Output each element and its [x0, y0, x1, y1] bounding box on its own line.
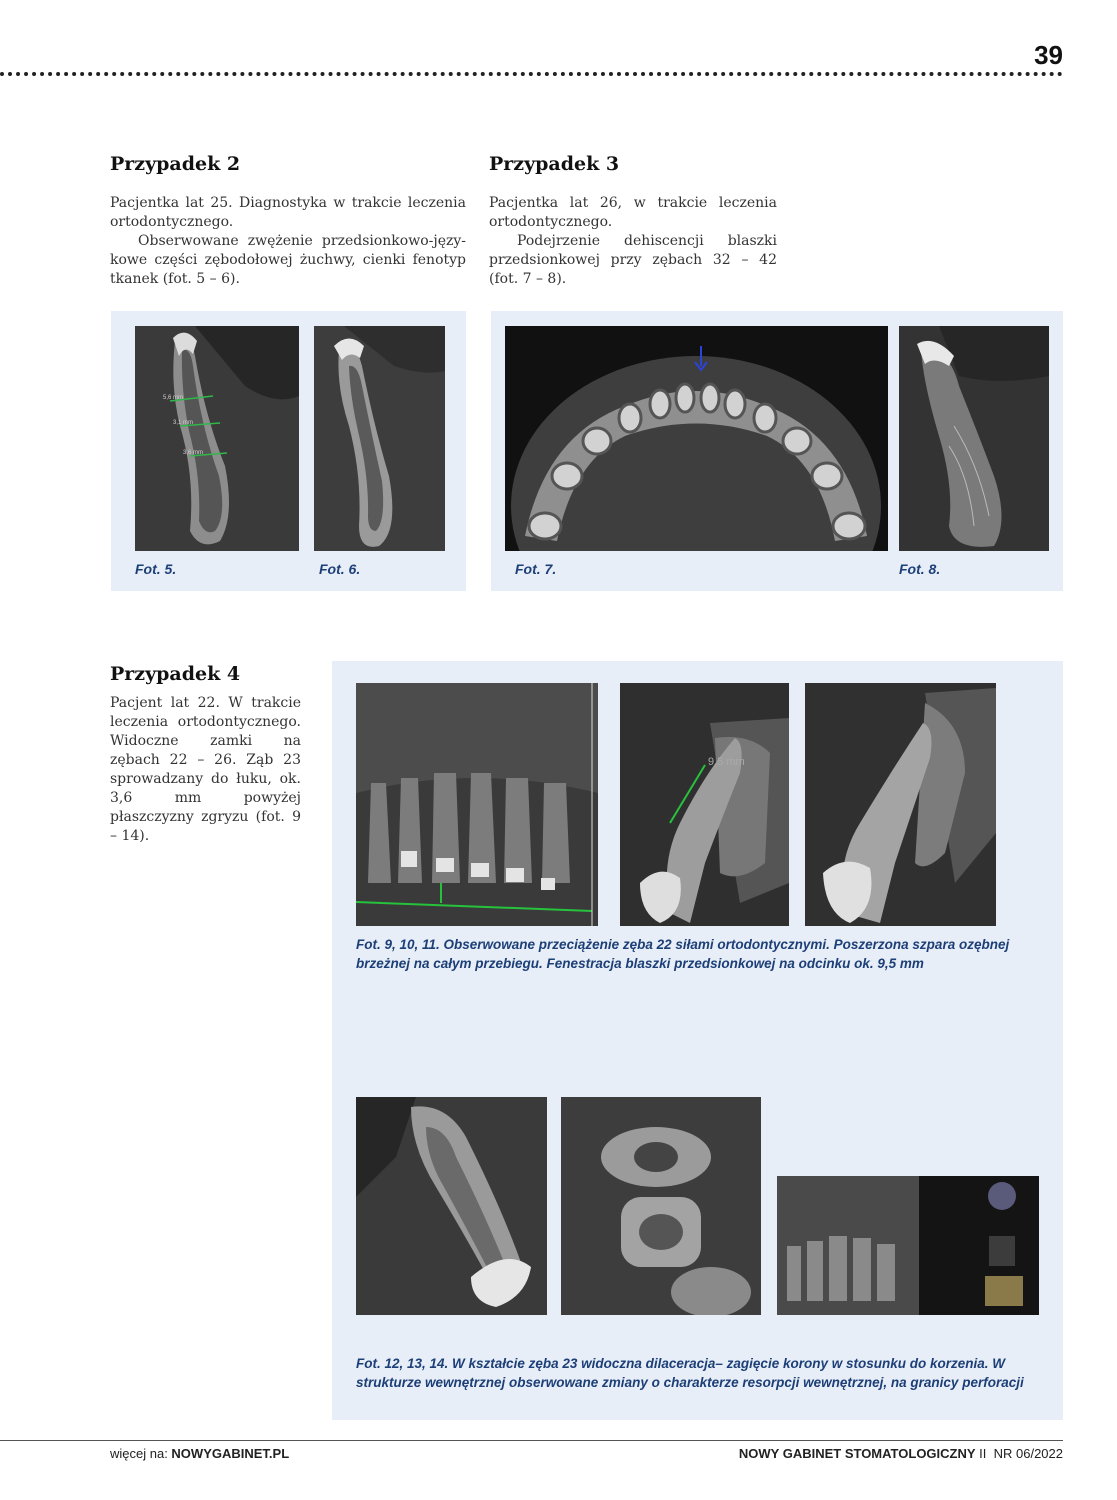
- fot5-measurement-label: 3,6 mm: [183, 450, 204, 456]
- footer-journal-name: NOWY GABINET STOMATOLOGICZNY: [738, 1446, 976, 1461]
- fot6-label: Fot. 6.: [319, 561, 361, 577]
- fot13-cbct-image: [561, 1097, 761, 1315]
- footer-rule: [0, 1440, 1063, 1441]
- fot11-cbct-image: [805, 683, 996, 926]
- case4-text: Pacjent lat 22. W trakcie leczenia ortodontycznego. Widoczne zamki na zębach 22 – 26. Ząb 23 sprowadzany do łuku, ok. 3,6 mm powyżej płaszczyzny zgryzu (fot. 9 – 14).: [110, 695, 301, 844]
- fot10-cbct-image: [620, 683, 789, 926]
- fot8-cbct-image: [899, 326, 1049, 551]
- case2-para2: Obserwowane zwężenie przedsionkowo-językowe części zębodołowej żuchwy, cienki fenotyp tkanek (fot. 5 – 6).: [110, 233, 466, 287]
- fot9-panoramic-image: [356, 683, 598, 926]
- fot7-label: Fot. 7.: [515, 561, 557, 577]
- fot5-measurement-label: 5,6 mm: [163, 395, 184, 401]
- fot6-cbct-image: [314, 326, 445, 551]
- case3-para1: Pacjentka lat 26, w trakcie leczenia ortodontycznego.: [489, 195, 777, 230]
- footer-website-prefix: więcej na:: [110, 1446, 172, 1461]
- case4-caption-a: Fot. 9, 10, 11. Obserwowane przeciążenie zęba 22 siłami ortodontycznymi. Poszerzona szpara ozębnej brzeżnej na całym przebiegu. Fenestracja blaszki przedsionkowej na odcinku ok. 9,5 mm: [356, 937, 1010, 971]
- case2-para1: Pacjentka lat 25. Diagnostyka w trakcie leczenia ortodontycznego.: [110, 195, 466, 230]
- fot5-measurement-label: 3,1 mm: [173, 420, 194, 426]
- fot10-measurement: 9,5 mm: [708, 756, 745, 768]
- page-number: 39: [1034, 40, 1063, 70]
- fot7-axial-cbct-image: [505, 326, 888, 551]
- fot5-cbct-image: [135, 326, 299, 551]
- case4-title: Przypadek 4: [110, 663, 241, 685]
- footer-website-link[interactable]: NOWYGABINET.PL: [171, 1446, 290, 1461]
- case4-caption-b: Fot. 12, 13, 14. W kształcie zęba 23 widoczna dilaceracja– zagięcie korony w stosunku do korzenia. W strukturze wewnętrznej obserwowane zmiany o charakterze resorpcji wewnętrznej, na granicy perforacji: [356, 1356, 1024, 1390]
- header-dotted-rule: [0, 72, 1063, 76]
- case3-para2: Podejrzenie dehiscencji blaszki przedsionkowej przy zębach 32 – 42 (fot. 7 – 8).: [489, 233, 777, 287]
- fot14-software-view-image: [777, 1176, 1039, 1315]
- fot8-label: Fot. 8.: [899, 561, 941, 577]
- case2-title: Przypadek 2: [110, 153, 241, 175]
- case3-text: [489, 194, 777, 289]
- fot5-label: Fot. 5.: [135, 561, 177, 577]
- footer-journal: [739, 1446, 1063, 1461]
- footer-issue: II NR 06/2022: [979, 1446, 1063, 1461]
- footer-website: [110, 1446, 289, 1461]
- case2-text: [110, 194, 466, 289]
- fot12-cbct-image: [356, 1097, 547, 1315]
- case3-title: Przypadek 3: [489, 153, 620, 175]
